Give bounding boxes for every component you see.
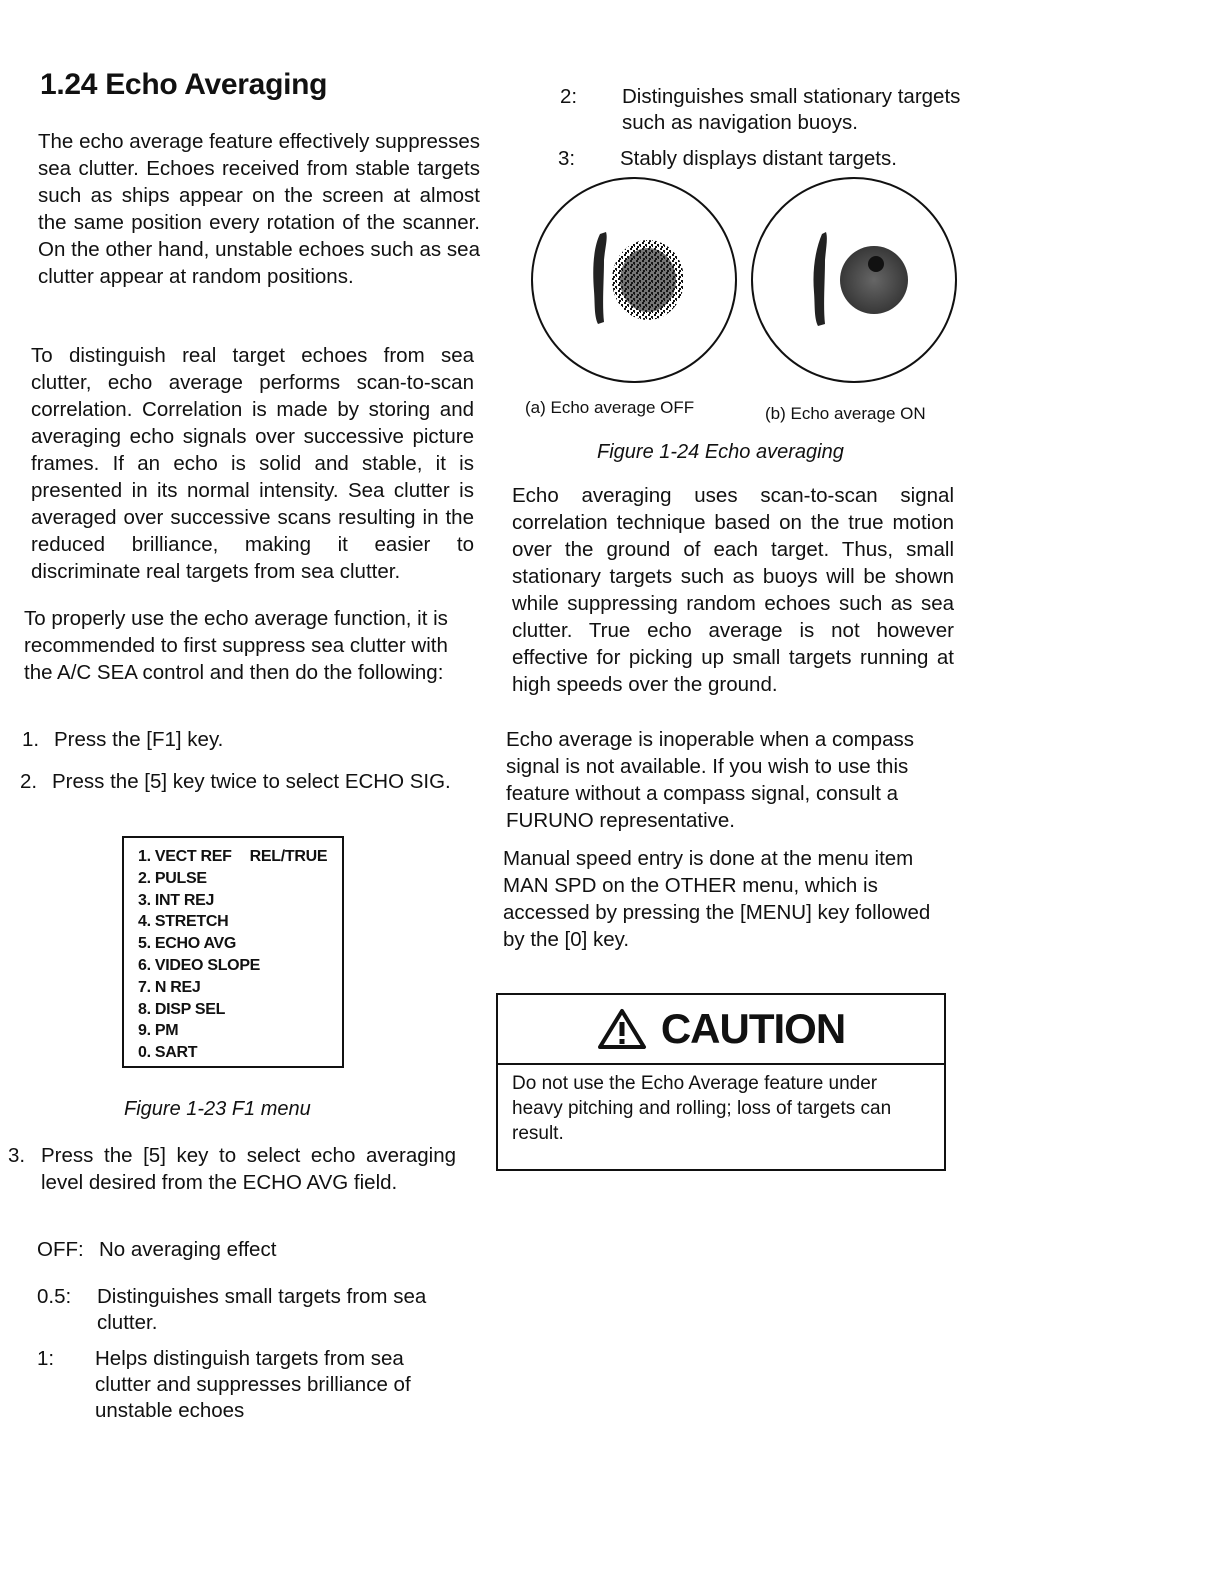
caution-header [498, 995, 944, 1065]
radar-display-off [532, 178, 736, 382]
menu-item-pulse: 2. PULSE [138, 869, 207, 887]
f1-menu-box [122, 836, 344, 1068]
level-desc: No averaging effect [99, 1238, 277, 1261]
menu-item-pm: 9. PM [138, 1022, 179, 1040]
figure-1-24-caption: Figure 1-24 Echo averaging [597, 441, 844, 463]
menu-item-video-slope: 6. VIDEO SLOPE [138, 956, 261, 974]
step-2 [20, 768, 470, 824]
section-title: 1.24 Echo Averaging [40, 68, 328, 101]
manual-speed-paragraph: Manual speed entry is done at the menu item MAN SPD on the OTHER menu, which is accessed by pressing the [MENU] key followed by the [0] key. [503, 847, 931, 951]
level-key: 0.5: [37, 1285, 72, 1308]
level-desc: Distinguishes small targets from sea clutter. [97, 1285, 427, 1334]
level-2 [560, 84, 960, 138]
correlation-paragraph: To distinguish real target echoes from sea clutter, echo average performs scan-to-scan correlation. Correlation is made by storing and averaging echo signals over successive picture frames. If an echo is solid and stable, it is presented in its normal intensity. Sea clutter is averaged over successive scans resulting in the reduced brilliance, making it easier to discriminate real targets from sea clutter. [31, 344, 474, 583]
caution-box [496, 993, 946, 1171]
level-desc: Distinguishes small stationary targets such as navigation buoys. [622, 85, 961, 134]
level-key: 3: [558, 147, 576, 170]
step-number: 2. [20, 770, 38, 793]
step-3 [8, 1142, 468, 1226]
step-number: 3. [8, 1144, 26, 1167]
level-off [37, 1237, 477, 1265]
level-0-5 [37, 1284, 477, 1338]
echo-averaging-figure [528, 176, 958, 406]
radar-display-on [752, 178, 956, 382]
level-key: 2: [560, 85, 578, 108]
step-text: Press the [5] key to select echo averaging level desired from the ECHO AVG field. [41, 1144, 456, 1194]
level-1 [37, 1346, 477, 1426]
menu-item-int-rej: 3. INT REJ [138, 891, 215, 909]
caution-text: Do not use the Echo Average feature under heavy pitching and rolling; loss of targets can result. [512, 1073, 892, 1144]
menu-item-vect-ref: 1. VECT REF REL/TRUE [138, 848, 328, 865]
figure-label-off: (a) Echo average OFF [525, 398, 695, 417]
usage-paragraph: To properly use the echo average function, it is recommended to first suppress sea clutter with the A/C SEA control and then do the following: [24, 607, 448, 684]
menu-item-stretch: 4. STRETCH [138, 913, 229, 931]
step-text: Press the [5] key twice to select ECHO SIG. [52, 770, 451, 793]
step-text: Press the [F1] key. [54, 728, 224, 751]
menu-item-disp-sel: 8. DISP SEL [138, 1000, 226, 1018]
warning-triangle-icon [597, 1008, 647, 1050]
level-key: 1: [37, 1347, 55, 1370]
figure-label-on: (b) Echo average ON [765, 404, 926, 423]
level-3 [558, 146, 958, 174]
level-desc: Helps distinguish targets from sea clutter and suppresses brilliance of unstable echoes [95, 1347, 411, 1422]
menu-item-echo-avg: 5. ECHO AVG [138, 935, 237, 953]
true-motion-paragraph: Echo averaging uses scan-to-scan signal correlation technique based on the true motion over the ground of each target. Thus, small stationary targets such as buoys will be shown while suppressing random echoes such as sea clutter. True echo average is not however effective for picking up small targets running at high speeds over the ground. [512, 484, 954, 696]
step-1 [22, 726, 472, 756]
menu-item-sart: 0. SART [138, 1044, 198, 1062]
intro-paragraph: The echo average feature effectively suppresses sea clutter. Echoes received from stable targets such as ships appear on the screen at almost the same position every rotation of the scanner. On the other hand, unstable echoes such as sea clutter appear at random positions. [38, 130, 480, 288]
step-number: 1. [22, 728, 40, 751]
compass-paragraph: Echo average is inoperable when a compass signal is not available. If you wish to use this feature without a compass signal, consult a FURUNO representative. [506, 728, 914, 832]
level-key: OFF: [37, 1238, 84, 1261]
menu-item-n-rej: 7. N REJ [138, 978, 201, 996]
figure-1-23-caption: Figure 1-23 F1 menu [124, 1098, 311, 1120]
caution-title: CAUTION [660, 1005, 846, 1052]
level-desc: Stably displays distant targets. [620, 147, 897, 170]
